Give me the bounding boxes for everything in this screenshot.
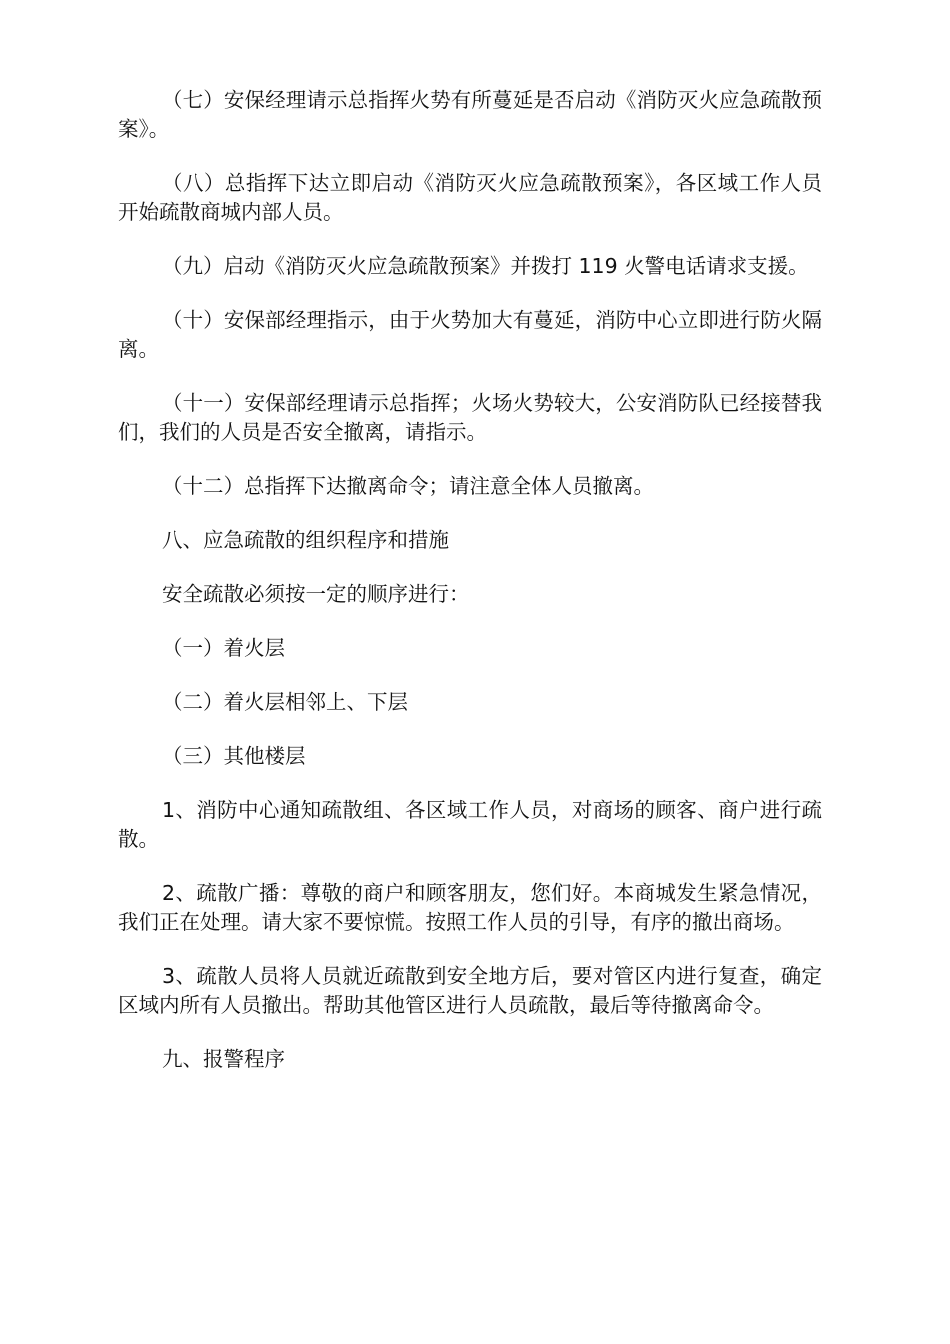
list-item-floor-1: （一）着火层 <box>162 636 285 660</box>
section-heading-8: 八、应急疏散的组织程序和措施 <box>162 528 449 552</box>
list-item-floor-2: （二）着火层相邻上、下层 <box>162 690 408 714</box>
section-heading-9: 九、报警程序 <box>162 1047 285 1071</box>
paragraph-step-11: （十一）安保部经理请示总指挥；火场火势较大，公安消防队已经接替我们，我们的人员是否安全撤离，请指示。 <box>118 391 822 444</box>
paragraph-step-7: （七）安保经理请示总指挥火势有所蔓延是否启动《消防灭火应急疏散预案》。 <box>118 88 822 141</box>
paragraph-evacuation-order: 安全疏散必须按一定的顺序进行： <box>162 582 470 606</box>
paragraph-step-8: （八）总指挥下达立即启动《消防灭火应急疏散预案》，各区域工作人员开始疏散商城内部人员。 <box>118 171 822 224</box>
paragraph-measure-2: 2、疏散广播：尊敬的商户和顾客朋友，您们好。本商城发生紧急情况，我们正在处理。请大家不要惊慌。按照工作人员的引导，有序的撤出商场。 <box>118 881 822 934</box>
paragraph-step-9: （九）启动《消防灭火应急疏散预案》并拨打 119 火警电话请求支援。 <box>162 254 809 278</box>
paragraph-measure-3: 3、疏散人员将人员就近疏散到安全地方后，要对管区内进行复查，确定区域内所有人员撤出。帮助其他管区进行人员疏散，最后等待撤离命令。 <box>118 964 822 1017</box>
paragraph-step-10: （十）安保部经理指示，由于火势加大有蔓延，消防中心立即进行防火隔离。 <box>118 308 822 361</box>
paragraph-measure-1: 1、消防中心通知疏散组、各区域工作人员，对商场的顾客、商户进行疏散。 <box>118 798 822 851</box>
list-item-floor-3: （三）其他楼层 <box>162 744 306 768</box>
document-page <box>118 86 822 1099</box>
paragraph-step-12: （十二）总指挥下达撤离命令；请注意全体人员撤离。 <box>162 474 654 498</box>
